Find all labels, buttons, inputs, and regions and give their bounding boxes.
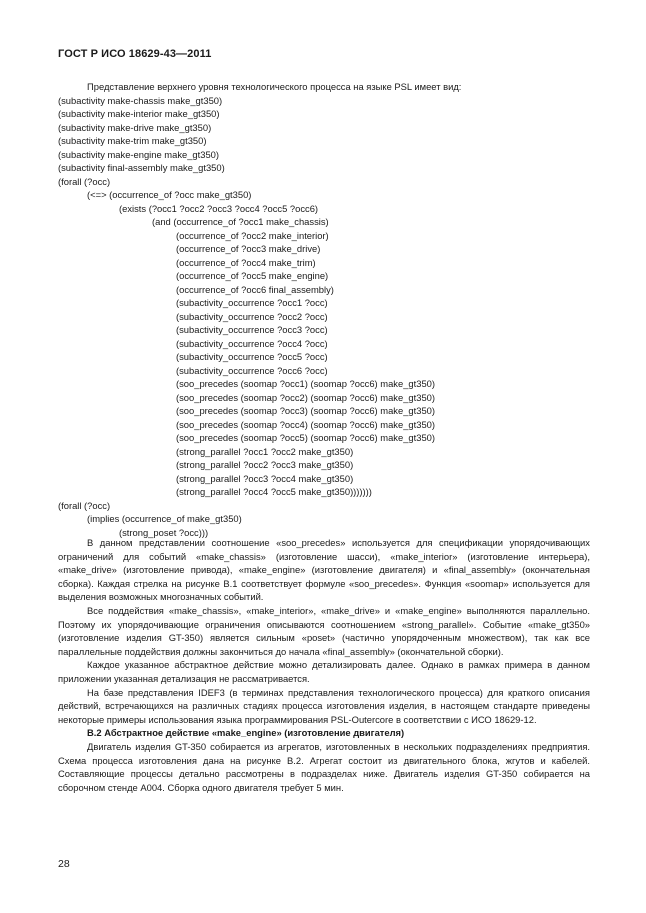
code-line: (subactivity make-drive make_gt350): [58, 121, 212, 133]
code-line: (subactivity make-engine make_gt350): [58, 148, 220, 160]
page-number: 28: [58, 858, 70, 870]
code-line: (strong_parallel ?occ1 ?occ2 make_gt350): [176, 445, 354, 457]
paragraph: На базе представления IDEF3 (в терминах представления технологического процесса) для краткого описания действий, встречающихся на различных стадиях процесса изготовления изделия, в настоящем стандарте приведены некоторые примеры использования языка программирования PSL-Outercore в соответствии с ИСО 18629-12.: [58, 686, 590, 725]
code-line: (subactivity_occurrence ?occ4 ?occ): [176, 337, 328, 349]
code-line: (occurrence_of ?occ2 make_interior): [176, 229, 329, 241]
code-lines: [58, 94, 461, 540]
paragraph: Каждое указанное абстрактное действие можно детализировать далее. Однако в рамках примера в данном приложении указанная детализация не рассматривается.: [58, 659, 590, 684]
body-text: [58, 536, 590, 794]
paragraph: Все поддействия «make_chassis», «make_interior», «make_drive» и «make_engine» выполняются параллельно. Поэтому их упорядочивающие ограничения описываются соотношением «strong_parallel». Событие «make_gt350» (изготовление изделия GT-350) является сильным «poset» (частично упорядоченным множеством), так как все параллельные поддействия должны закончиться до начала «final_assembly» (окончательной сборки).: [58, 604, 590, 657]
code-line: (occurrence_of ?occ6 final_assembly): [176, 283, 334, 295]
code-line: (soo_precedes (soomap ?occ5) (soomap ?occ6) make_gt350): [176, 432, 435, 443]
code-line: (occurrence_of ?occ5 make_engine): [176, 270, 329, 281]
code-line: (subactivity_occurrence ?occ6 ?occ): [176, 364, 328, 376]
section-heading: В.2 Абстрактное действие «make_engine» (изготовление двигателя): [87, 727, 405, 739]
code-line: (subactivity_occurrence ?occ2 ?occ): [176, 310, 328, 322]
code-line: (subactivity_occurrence ?occ5 ?occ): [176, 351, 328, 362]
code-line: (forall (?occ): [58, 499, 111, 511]
psl-code-block: [58, 80, 461, 539]
code-line: (strong_poset ?occ))): [119, 526, 209, 538]
code-line: (occurrence_of ?occ3 make_drive): [176, 243, 321, 254]
code-line: (subactivity_occurrence ?occ1 ?occ): [176, 297, 328, 308]
code-line: (and (occurrence_of ?occ1 make_chassis): [152, 216, 329, 227]
code-line: (subactivity_occurrence ?occ3 ?occ): [176, 324, 328, 335]
paragraph: В данном представлении соотношение «soo_precedes» используется для спецификации упорядочивающих ограничений для событий «make_chassis» (изготовление шасси), «make_interior» (изготовление интерьера), «make_drive» (изготовление привода), «make_engine» (изготовление двигателя) и «final_assembly» (окончательная сборка). Каждая стрелка на рисунке В.1 соответствует формуле «soo_precedes». Функция «soomap» используется для выделения возможных многозначных событий.: [58, 537, 590, 603]
document-header: ГОСТ Р ИСО 18629-43—2011: [58, 48, 212, 60]
paragraph: Двигатель изделия GT-350 собирается из агрегатов, изготовленных в нескольких подразделениях предприятия. Схема процесса изготовления дана на рисунке В.2. Агрегат состоит из двигательного блока, жгутов и кабелей. Составляющие процессы детально рассмотрены в подразделах ниже. Двигатель изделия GT-350 собирается на сборочном стенде А004. Сборка одного двигателя требует 5 мин.: [58, 740, 590, 793]
code-line: (soo_precedes (soomap ?occ4) (soomap ?occ6) make_gt350): [176, 418, 435, 430]
code-line: (occurrence_of ?occ4 make_trim): [176, 256, 316, 268]
code-line: (forall (?occ): [58, 175, 111, 187]
code-line: (strong_parallel ?occ2 ?occ3 make_gt350): [176, 459, 354, 470]
code-line: (soo_precedes (soomap ?occ2) (soomap ?occ6) make_gt350): [176, 391, 435, 403]
code-intro: Представление верхнего уровня технологического процесса на языке PSL имеет вид:: [87, 81, 462, 92]
code-line: (<=> (occurrence_of ?occ make_gt350): [87, 189, 252, 200]
code-line: (exists (?occ1 ?occ2 ?occ3 ?occ4 ?occ5 ?occ6): [119, 202, 319, 214]
code-line: (subactivity make-trim make_gt350): [58, 135, 207, 146]
code-line: (implies (occurrence_of make_gt350): [87, 513, 242, 524]
code-line: (subactivity make-interior make_gt350): [58, 108, 220, 119]
code-line: (subactivity make-chassis make_gt350): [58, 94, 223, 106]
code-line: (strong_parallel ?occ3 ?occ4 make_gt350): [176, 472, 354, 484]
code-line: (soo_precedes (soomap ?occ1) (soomap ?occ6) make_gt350): [176, 378, 435, 389]
code-line: (strong_parallel ?occ4 ?occ5 make_gt350))))))): [176, 486, 372, 497]
code-line: (soo_precedes (soomap ?occ3) (soomap ?occ6) make_gt350): [176, 405, 435, 416]
code-line: (subactivity final-assembly make_gt350): [58, 162, 225, 173]
